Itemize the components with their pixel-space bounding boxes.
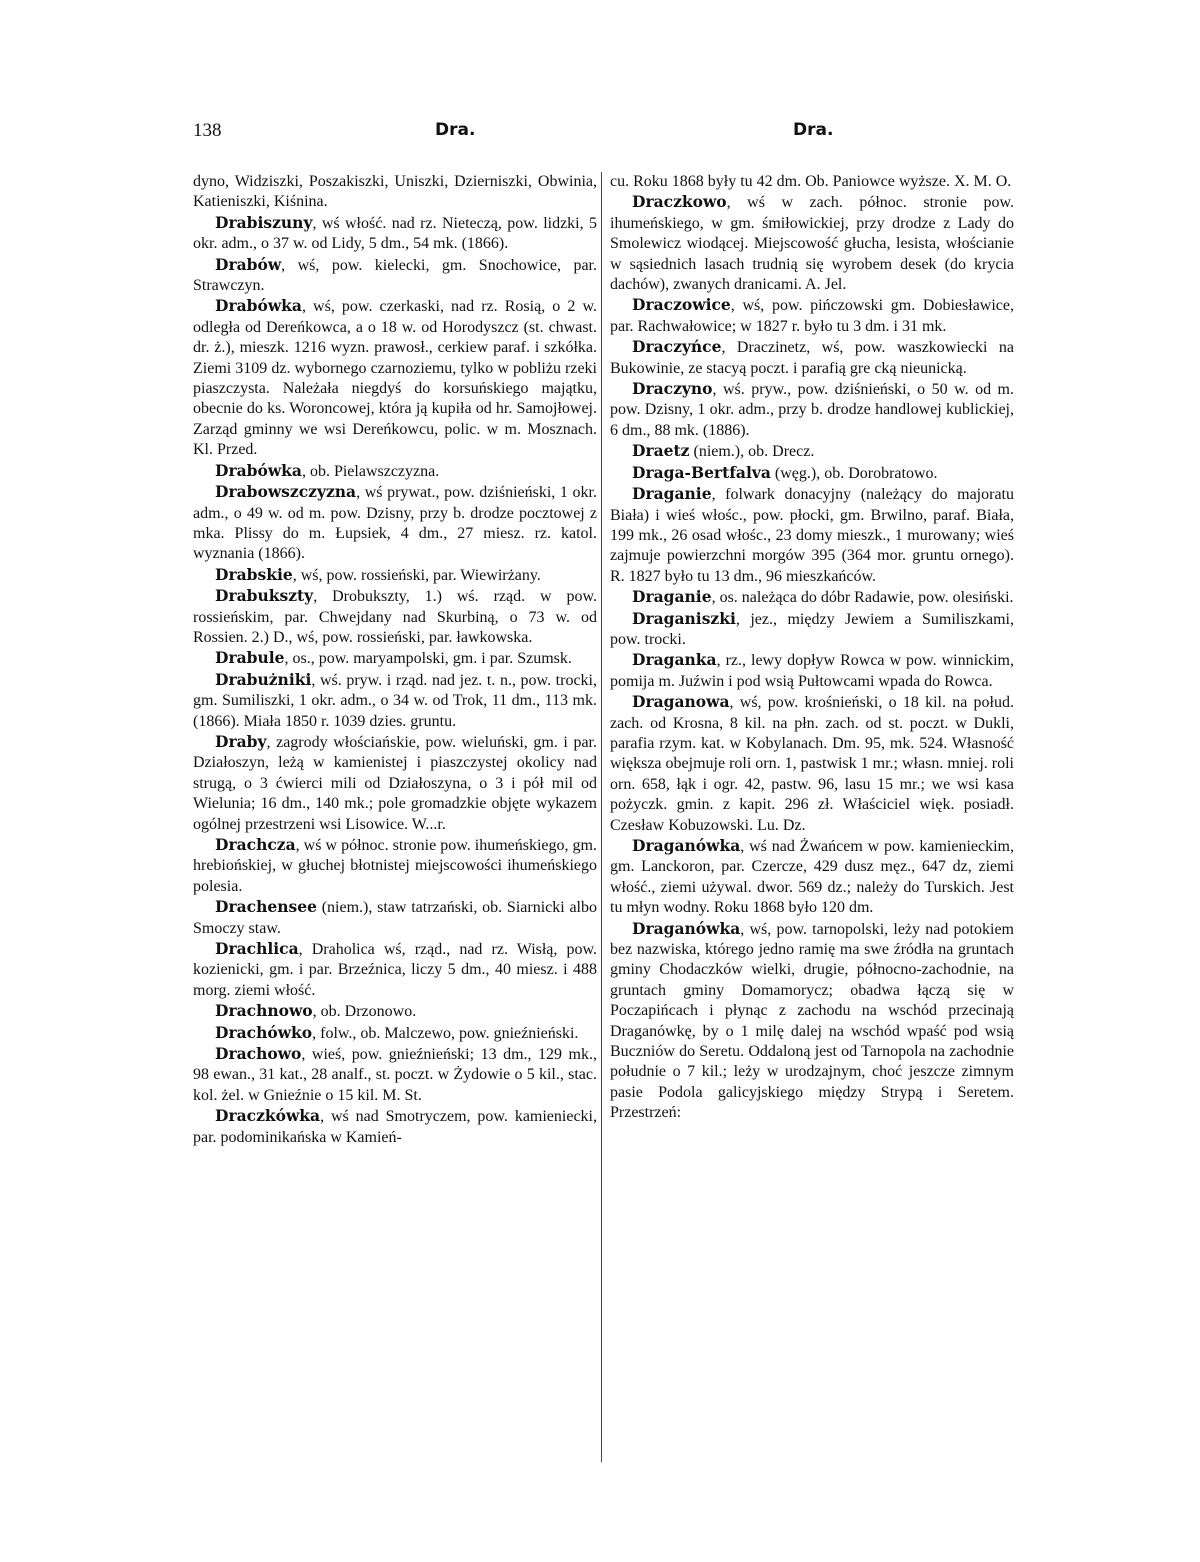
entry-headword: Drachensee: [215, 897, 317, 917]
dictionary-entry: [193, 172, 597, 213]
dictionary-entry: [193, 586, 597, 648]
entry-headword: Draganowa: [632, 692, 730, 712]
entry-text: , wś, pow. tarnopolski, leży nad potokiem bez nazwiska, którego jedno ramię ma swe źródła na gruntach gminy Chodaczków wielki, drugie, północno-zachodnie, na gruntach gminy Domamorycz; obadwa łączą się w Poczapińcach i płynąc z zachodu na wschód przecinają Draganówkę, by o 1 milę dalej na wschód wpaść pod wsią Buczniów do Seretu. Oddaloną jest od Tarnopola na zachodnie południe o 7 kil.; leży w urodzajnym, choć jeszcze zimnym pasie Podola galicyjskiego między Strypą i Seretem. Przestrzeń:: [610, 920, 1014, 1122]
dictionary-entry: [193, 897, 597, 939]
dictionary-entry: [193, 255, 597, 297]
entry-headword: Draganiszki: [632, 608, 736, 628]
dictionary-entry: [610, 172, 1014, 192]
entry-text: , wś, pow. kielecki, gm. Snochowice, par. Strawczyn.: [193, 256, 597, 295]
entry-headword: Draganka: [632, 650, 717, 670]
dictionary-entry: [193, 732, 597, 835]
entry-headword: Drabów: [215, 254, 282, 274]
dictionary-entry: [193, 1106, 597, 1148]
entry-headword: Draby: [215, 731, 267, 751]
entry-headword: Drachnowo: [215, 1001, 313, 1021]
entry-text: , Draholica wś, rząd., nad rz. Wisłą, pow. kozienicki, gm. i par. Brzeźnica, liczy 5 dm., 40 miesz. i 488 morg. ziemi włość.: [193, 941, 597, 999]
entry-text: , os., pow. maryampolski, gm. i par. Szumsk.: [284, 650, 572, 668]
entry-headword: Draganówka: [632, 918, 741, 938]
entry-text: (niem.), staw tatrzański, ob. Siarnicki albo Smoczy staw.: [193, 899, 597, 937]
entry-text: , jez., między Jewiem a Sumiliszkami, pow. trocki.: [610, 610, 1014, 648]
entry-text: , os. należąca do dóbr Radawie, pow. olesiński.: [711, 589, 1014, 607]
dictionary-entry: [193, 1001, 597, 1022]
entry-text: , wś nad Smotryczem, pow. kamieniecki, par. podominikańska w Kamień-: [193, 1108, 597, 1146]
dictionary-entry: [610, 484, 1014, 587]
dictionary-entry: [193, 670, 597, 732]
page-number: 138: [193, 120, 222, 141]
dictionary-entry: [193, 835, 597, 897]
entry-headword: Drabówka: [215, 296, 302, 316]
entry-text: , ob. Drzonowo.: [312, 1003, 417, 1021]
entry-headword: Draczowice: [632, 295, 731, 315]
entry-text: , wś prywat., pow. dziśnieński, 1 okr. adm., o 49 w. od m. pow. Dzisny, przy b. drodze pocztowej z mka. Plissy do m. Łupsiek, 4 dm., 27 miesz. rz. katol. wyznania (1866).: [193, 484, 597, 563]
entry-text: , Drobukszty, 1.) wś. rząd. w pow. rossieńskim, par. Chwejdany nad Skurbiną, o 73 w. od Rossien. 2.) D., wś, pow. rossieński, par. ławkowska.: [193, 588, 597, 646]
dictionary-entry: [610, 836, 1014, 919]
entry-text: , Draczinetz, wś, pow. waszkowiecki na Bukowinie, ze stacyą poczt. i parafią gre cką nieunicką.: [610, 339, 1014, 377]
right-column: [610, 172, 1014, 1124]
entry-headword: Drachcza: [215, 835, 296, 854]
entry-text: , wś nad Żwańcem w pow. kamienieckim, gm. Lanckoron, par. Czercze, 429 dusz męz., 647 dz, ziemi włość., ziemi używal. dwor. 569 dz.; należy do Turskich. Jest tu młyn wodny. Roku 1868 było 120 dm.: [610, 838, 1014, 917]
running-head: [193, 120, 1023, 150]
dictionary-entry: [193, 648, 597, 669]
entry-text: , folwark donacyjny (należący do majoratu Biała) i wieś włośc., pow. płocki, gm. Brwilno, paraf. Biała, 199 mk., 26 osad włośc., 23 domy mieszk., 1 murowany; wieś zajmuje powierzchni morgów 395 (364 mor. gruntu ornego). R. 1827 było tu 13 dm., 96 mieszkańców.: [610, 486, 1014, 585]
entry-text: , wś, pow. pińczowski gm. Dobiesławice, par. Rachwałowice; w 1827 r. było tu 3 dm. i 31 mk.: [610, 297, 1014, 335]
right-heading: Dra.: [793, 120, 834, 140]
entry-headword: Draczyńce: [632, 337, 722, 357]
dictionary-entry: [193, 1023, 597, 1044]
dictionary-entry: [610, 192, 1014, 295]
entry-text: , ob. Pielawszczyzna.: [301, 462, 440, 480]
dictionary-entry: [610, 295, 1014, 337]
entry-headword: Draczkowo: [632, 192, 727, 212]
dictionary-entry: [193, 939, 597, 1001]
left-heading: Dra.: [435, 120, 476, 140]
entry-headword: Drabowszczyzna: [215, 482, 357, 502]
entry-text: cu. Roku 1868 były tu 42 dm. Ob. Paniowce wyższe. X. M. O.: [610, 173, 1012, 190]
dictionary-entry: [193, 482, 597, 565]
column-divider: [601, 172, 602, 1462]
entry-text: , wś, pow. krośnieński, o 18 kil. na połud. zach. od Krosna, 8 kil. na płn. zach. od st. poczt. w Dukli, parafia rzym. kat. w Kobylanach. Dm. 95, mk. 524. Własność większa obejmuje roli orn. 1, pastwisk 1 mr.; własn. mniej. roli orn. 658, łąk i ogr. 42, pastw. 96, lasu 15 mr.; we wsi kasa pożyczk. gmin. z kapit. 296 zł. Właściciel więk. posiadł. Czesław Kobuzowski. Lu. Dz.: [610, 694, 1014, 834]
dictionary-entry: [610, 379, 1014, 441]
dictionary-entry: [193, 213, 597, 255]
entry-headword: Drabiszuny: [215, 212, 313, 232]
dictionary-entry: [193, 565, 597, 586]
entry-headword: Drachowo: [215, 1044, 302, 1064]
dictionary-entry: [610, 587, 1014, 608]
entry-text: , wieś, pow. gnieźnieński; 13 dm., 129 mk., 98 ewan., 31 kat., 28 analf., st. poczt. w Żydowie o 5 kil., stac. kol. żel. w Gnieźnie o 15 kil. M. St.: [193, 1046, 597, 1104]
entry-text: (węg.), ob. Dorobratowo.: [770, 464, 938, 482]
dictionary-entry: [610, 919, 1014, 1124]
entry-text: dyno, Widziszki, Poszakiszki, Uniszki, Dzierniszki, Obwinia, Katieniszki, Kiśnina.: [193, 173, 597, 211]
entry-text: , folw., ob. Malczewo, pow. gnieźnieński.: [312, 1024, 579, 1042]
entry-text: , wś. pryw., pow. dziśnieński, o 50 w. od m. pow. Dzisny, 1 okr. adm., przy b. drodze handlowej kublickiej, 6 dm., 88 mk. (1886).: [610, 381, 1014, 439]
entry-headword: Draczkówka: [215, 1106, 321, 1126]
dictionary-entry: [193, 296, 597, 460]
dictionary-entry: [610, 463, 1014, 484]
dictionary-entry: [610, 337, 1014, 379]
entry-headword: Draetz: [632, 441, 690, 461]
entry-text: (niem.), ob. Drecz.: [689, 443, 815, 461]
entry-headword: Draga-Bertfalva: [632, 462, 771, 482]
entry-headword: Drabówka: [215, 460, 302, 480]
entry-headword: Drabule: [215, 648, 285, 668]
entry-text: , zagrody włościańskie, pow. wieluński, gm. i par. Działoszyn, leżą w kamienistej i piaszczystej okolicy nad strugą, o 3 ćwierci mili od Działoszyna, o 3 i pół mil od Wielunia; 16 dm., 140 mk.; pole gromadzkie objęte wykazem ogólnej przestrzeni wsi Lisowice. W...r.: [193, 733, 597, 833]
entry-headword: Draganówka: [632, 836, 741, 855]
entry-headword: Drabskie: [215, 564, 293, 584]
entry-text: , wś, pow. czerkaski, nad rz. Rosią, o 2 w. odległa od Dereńkowca, a o 18 w. od Horodyszcz (st. chwast. dr. ż.), mieszk. 1216 wyzn. prawosł., cerkiew paraf. i szkółka. Ziemi 3109 dz. wybornego czarnoziemu, tylko w pobliżu rzeki piaszczysta. Należała niegdyś do korsuńskiego majątku, obecnie do ks. Woroncowej, która ją kupiła od hr. Samojłowej. Zarząd gminny we wsi Dereńkowcu, polic. w m. Mosznach. Kl. Przed.: [193, 298, 597, 459]
entry-headword: Draganie: [632, 587, 712, 607]
entry-text: , wś. pryw. i rząd. nad jez. t. n., pow. trocki, gm. Sumiliszki, 1 okr. adm., o 34 w. od Trok, 11 dm., 113 mk. (1866). Miała 1850 r. 1039 dzies. gruntu.: [193, 671, 597, 730]
dictionary-entry: [193, 461, 597, 482]
entry-headword: Draganie: [632, 484, 712, 504]
dictionary-entry: [610, 441, 1014, 462]
entry-text: , wś włość. nad rz. Nieteczą, pow. lidzki, 5 okr. adm., o 37 w. od Lidy, 5 dm., 54 mk. (1866).: [193, 214, 597, 253]
entry-text: , rz., lewy dopływ Rowca w pow. winnickim, pomija m. Juźwin i pod wsią Pułtowcami wpada do Rowca.: [610, 652, 1014, 690]
left-column: [193, 172, 597, 1148]
dictionary-entry: [193, 1044, 597, 1106]
entry-text: , wś w zach. północ. stronie pow. ihumeńskiego, w gm. śmiłowickiej, przy drodze z Lady do Smolewicz wiodącej. Miejscowość głucha, lesista, włościanie w sąsiednich lasach trudnią się wyrobem desek (do krycia dachów), zwanych dranicami. A. Jel.: [610, 194, 1014, 294]
entry-headword: Drachówko: [215, 1022, 313, 1042]
dictionary-entry: [610, 692, 1014, 836]
entry-headword: Draczyno: [632, 379, 713, 399]
entry-text: , wś, pow. rossieński, par. Wiewirżany.: [292, 566, 541, 584]
entry-headword: Drabukszty: [215, 586, 314, 606]
dictionary-entry: [610, 609, 1014, 651]
entry-headword: Drabużniki: [215, 669, 312, 689]
dictionary-entry: [610, 650, 1014, 692]
entry-headword: Drachlica: [215, 939, 299, 959]
entry-text: , wś w północ. stronie pow. ihumeńskiego, gm. hrebiońskiej, w głuchej błotnistej miejscowości ihumeńskiego polesia.: [193, 837, 597, 895]
